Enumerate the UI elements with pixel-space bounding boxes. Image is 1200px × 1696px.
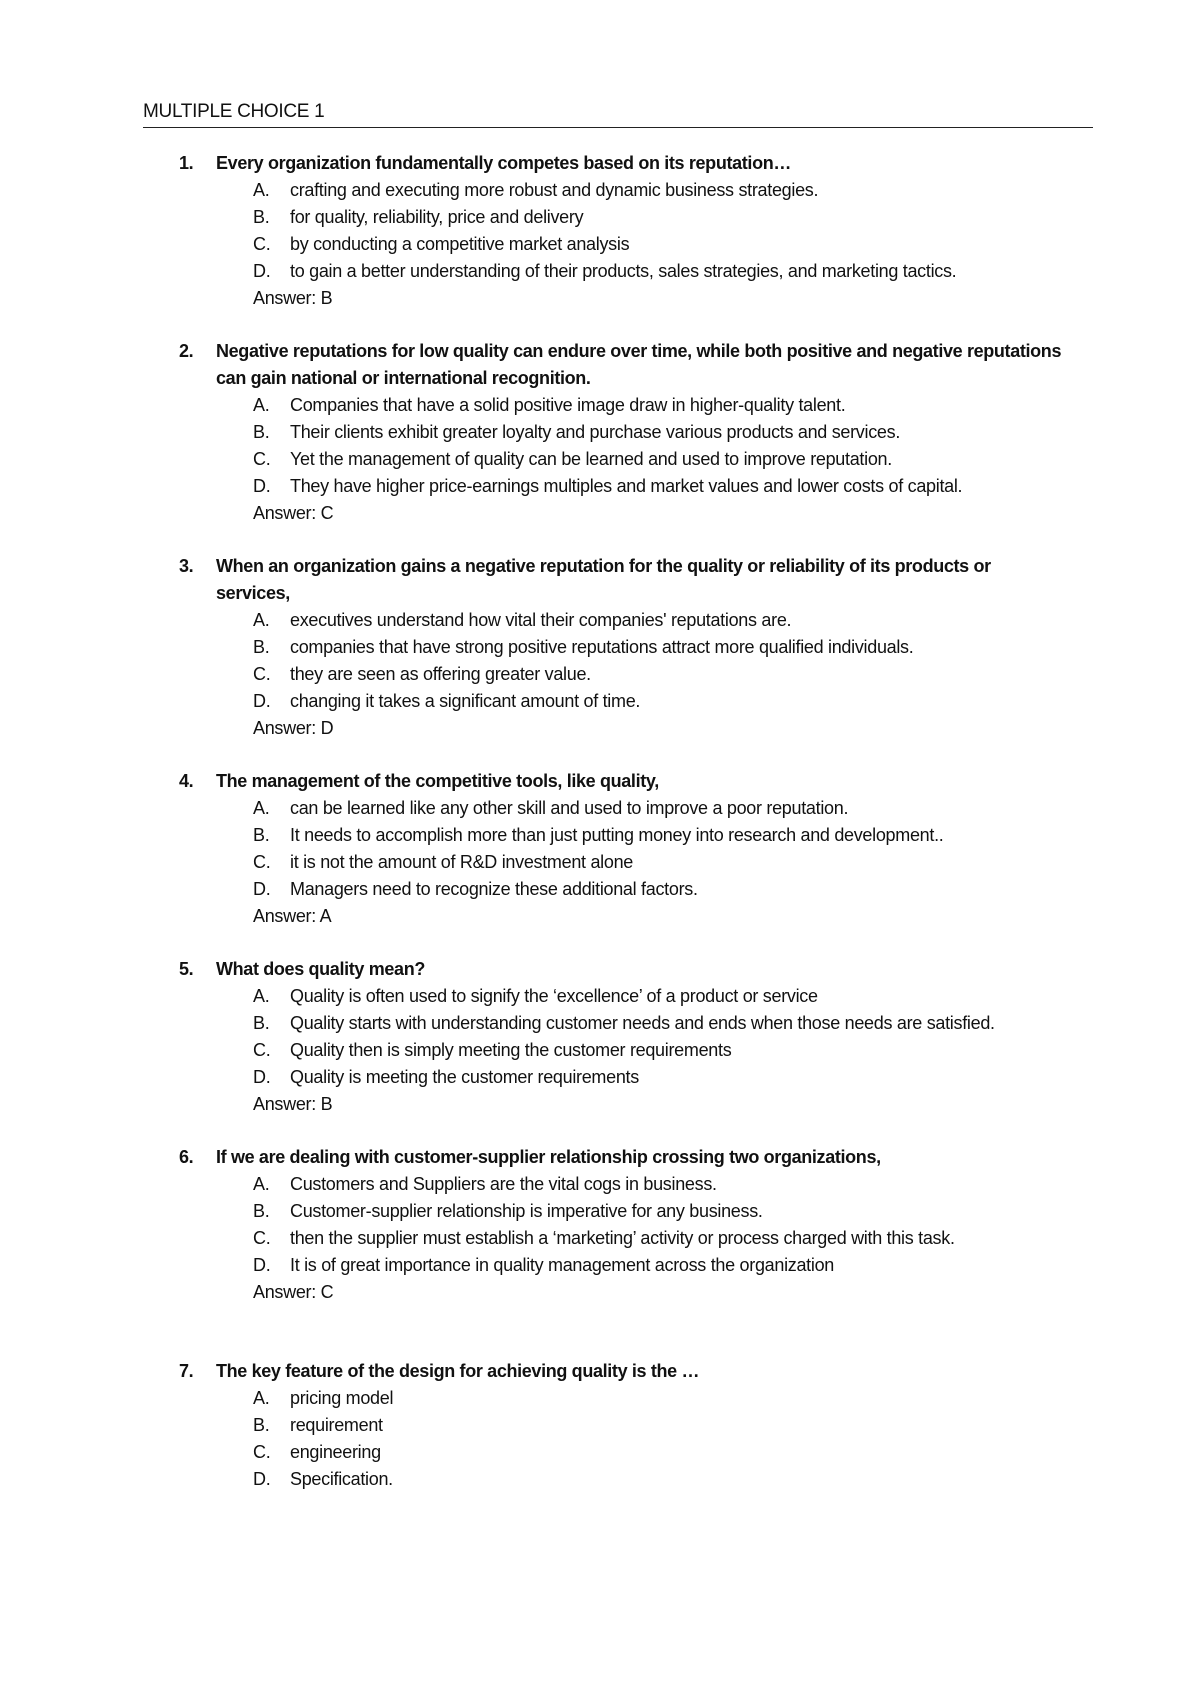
answer-option [253,661,1093,688]
question-item [143,1358,1093,1493]
question-text: If we are dealing with customer-supplier relationship crossing two organizations, [216,1147,881,1167]
option-letter: C. [253,449,271,469]
option-text: Quality starts with understanding customer needs and ends when those needs are satisfied. [290,1013,995,1033]
option-letter: D. [253,1469,271,1489]
question-number: 1. [179,153,194,173]
answer-key: Answer: D [253,718,334,738]
answer-key: Answer: B [253,1094,333,1114]
answer-option [253,822,1093,849]
question-heading [143,150,1093,177]
option-letter: B. [253,207,270,227]
answer-option [253,1466,1093,1493]
question-heading [143,1144,1093,1171]
document-title: MULTIPLE CHOICE 1 [143,100,1093,128]
question-text: The key feature of the design for achieving quality is the … [216,1361,700,1381]
question-text: When an organization gains a negative reputation for the quality or reliability of its products or services, [216,556,991,603]
option-letter: B. [253,1013,270,1033]
option-text: Companies that have a solid positive image draw in higher-quality talent. [290,395,846,415]
question-heading [143,1358,1093,1385]
question-text: Negative reputations for low quality can endure over time, while both positive and negative reputations can gain national or international recognition. [216,341,1062,388]
answer-key: Answer: C [253,503,334,523]
option-letter: D. [253,261,271,281]
option-text: Quality is meeting the customer requirements [290,1067,639,1087]
option-text: It needs to accomplish more than just putting money into research and development.. [290,825,944,845]
question-number: 4. [179,771,194,791]
option-letter: C. [253,852,271,872]
option-text: Customers and Suppliers are the vital cogs in business. [290,1174,717,1194]
option-letter: B. [253,1201,270,1221]
question-item [143,956,1093,1118]
option-text: Customer-supplier relationship is imperative for any business. [290,1201,763,1221]
option-letter: A. [253,610,270,630]
option-letter: C. [253,1442,271,1462]
question-item [143,338,1093,527]
option-text: engineering [290,1442,381,1462]
option-letter: D. [253,1255,271,1275]
option-letter: C. [253,1228,271,1248]
question-number: 2. [179,341,194,361]
option-letter: B. [253,422,270,442]
option-letter: A. [253,798,270,818]
option-list [143,392,1093,500]
question-number: 6. [179,1147,194,1167]
question-heading [143,768,1093,795]
answer-option [253,688,1093,715]
answer-option [253,1412,1093,1439]
option-text: Quality then is simply meeting the customer requirements [290,1040,732,1060]
option-text: it is not the amount of R&D investment alone [290,852,633,872]
question-item [143,768,1093,930]
option-letter: C. [253,664,271,684]
answer-option [253,795,1093,822]
option-list [143,795,1093,903]
answer-option [253,634,1093,661]
answer-option [253,258,1093,285]
question-text: Every organization fundamentally competes based on its reputation… [216,153,792,173]
question-heading [143,956,1093,983]
option-text: executives understand how vital their companies' reputations are. [290,610,792,630]
question-item [143,553,1093,742]
option-text: they are seen as offering greater value. [290,664,591,684]
question-heading [143,553,1093,607]
answer-option [253,1171,1093,1198]
option-text: companies that have strong positive reputations attract more qualified individuals. [290,637,914,657]
option-text: Specification. [290,1469,393,1489]
answer-key: Answer: A [253,906,332,926]
answer-option [253,983,1093,1010]
option-letter: C. [253,234,271,254]
option-letter: A. [253,1388,270,1408]
option-list [143,607,1093,715]
option-text: They have higher price-earnings multiples and market values and lower costs of capital. [290,476,963,496]
answer-option [253,1439,1093,1466]
option-letter: A. [253,180,270,200]
answer-option [253,1385,1093,1412]
answer-option [253,177,1093,204]
question-text: The management of the competitive tools, like quality, [216,771,659,791]
option-text: Their clients exhibit greater loyalty and purchase various products and services. [290,422,901,442]
option-text: can be learned like any other skill and used to improve a poor reputation. [290,798,849,818]
question-text: What does quality mean? [216,959,425,979]
question-number: 3. [179,556,194,576]
answer-option [253,1037,1093,1064]
option-list [143,1385,1093,1493]
question-list [143,150,1093,1493]
option-text: for quality, reliability, price and delivery [290,207,584,227]
answer-key: Answer: B [253,288,333,308]
question-item [143,150,1093,312]
option-text: Managers need to recognize these additional factors. [290,879,698,899]
option-text: pricing model [290,1388,394,1408]
option-letter: B. [253,637,270,657]
answer-option [253,876,1093,903]
answer-option [253,204,1093,231]
option-list [143,1171,1093,1279]
answer-option [253,1225,1093,1252]
answer-option [253,419,1093,446]
question-number: 7. [179,1361,194,1381]
answer-option [253,1252,1093,1279]
option-text: It is of great importance in quality management across the organization [290,1255,835,1275]
option-letter: A. [253,986,270,1006]
option-text: Quality is often used to signify the ‘excellence’ of a product or service [290,986,818,1006]
answer-option [253,392,1093,419]
question-number: 5. [179,959,194,979]
option-letter: B. [253,825,270,845]
option-letter: B. [253,1415,270,1435]
option-text: crafting and executing more robust and dynamic business strategies. [290,180,819,200]
option-text: by conducting a competitive market analysis [290,234,630,254]
question-heading [143,338,1093,392]
option-letter: A. [253,395,270,415]
option-text: changing it takes a significant amount of time. [290,691,641,711]
option-letter: D. [253,691,271,711]
answer-option [253,1010,1093,1037]
option-letter: A. [253,1174,270,1194]
option-text: then the supplier must establish a ‘marketing’ activity or process charged with this task. [290,1228,955,1248]
answer-option [253,446,1093,473]
answer-key: Answer: C [253,1282,334,1302]
option-list [143,983,1093,1091]
answer-option [253,1198,1093,1225]
option-text: Yet the management of quality can be learned and used to improve reputation. [290,449,892,469]
answer-option [253,607,1093,634]
option-letter: C. [253,1040,271,1060]
option-text: to gain a better understanding of their products, sales strategies, and marketing tactics. [290,261,957,281]
question-item [143,1144,1093,1306]
answer-option [253,231,1093,258]
option-letter: D. [253,879,271,899]
answer-option [253,1064,1093,1091]
option-text: requirement [290,1415,383,1435]
answer-option [253,849,1093,876]
document-page [143,100,1093,1493]
option-list [143,177,1093,285]
option-letter: D. [253,1067,271,1087]
option-letter: D. [253,476,271,496]
answer-option [253,473,1093,500]
